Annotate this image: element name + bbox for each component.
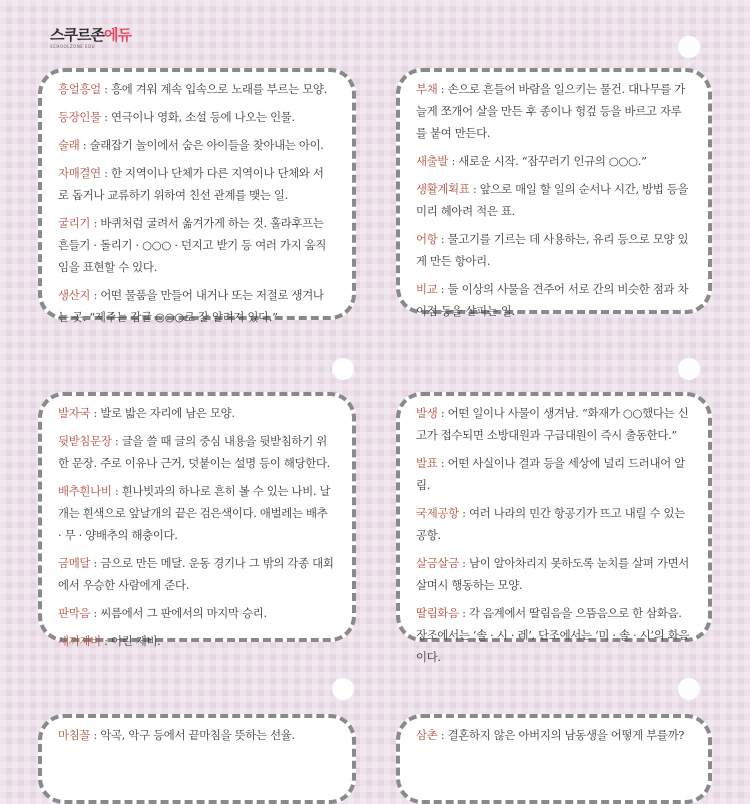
vocab-definition: 남이 알아차리지 못하도록 눈치를 살펴 가면서 살며시 행동하는 모양. — [416, 556, 689, 592]
vocab-definition: 글을 쓸 때 글의 중심 내용을 뒷받침하기 위한 문장. 주로 이유나 근거, 덧붙이는 설명 등이 해당한다. — [58, 434, 331, 470]
vocab-entry: 발자국 : 발로 밟은 자리에 남은 모양. — [58, 406, 235, 420]
vocab-term: 어항 — [416, 232, 438, 246]
vocab-entry: 술래 : 술래잡기 놀이에서 숨은 아이들을 찾아내는 아이. — [58, 138, 324, 152]
vocab-definition: 흰나빗과의 하나로 흔히 볼 수 있는 나비. 날개는 흰색으로 앞날개의 끝은 검은색이다. 애벌레는 배추 · 무 · 양배추의 해충이다. — [58, 484, 331, 542]
vocab-term: 발표 — [416, 456, 438, 470]
vocab-entry: 새끼제비 : 어린 제비. — [58, 634, 161, 648]
vocab-term: 부채 — [416, 82, 438, 96]
vocab-definition: 여러 나라의 민간 항공기가 뜨고 내릴 수 있는 공항. — [416, 506, 685, 542]
vocab-term: 새끼제비 — [58, 634, 101, 648]
vocab-entry: 삼촌 : 결혼하지 않은 아버지의 남동생을 어떻게 부를까? — [416, 728, 685, 742]
vocab-definition: 어떤 일이나 사물이 생겨남. “화재가 ○○했다는 신고가 접수되면 소방대원과 구급대원이 즉시 출동한다.” — [416, 406, 689, 442]
vocab-term: 삼촌 — [416, 728, 438, 742]
vocab-term: 새출발 — [416, 154, 449, 168]
vocab-entry: 배추흰나비 : 흰나빗과의 하나로 흔히 볼 수 있는 나비. 날개는 흰색으로 앞날개의 끝은 검은색이다. 애벌레는 배추 · 무 · 양배추의 해충이다. — [58, 484, 331, 542]
vocab-definition: 씨름에서 그 판에서의 마지막 승리. — [100, 606, 267, 620]
vocab-term: 생활계획표 — [416, 182, 470, 196]
vocab-card — [38, 392, 356, 648]
vocab-entry: 판막음 : 씨름에서 그 판에서의 마지막 승리. — [58, 606, 267, 620]
vocab-entry: 마침꼴 : 악곡, 악구 등에서 끝마침을 뜻하는 선율. — [58, 728, 295, 742]
vocab-definition: 어린 제비. — [111, 634, 161, 648]
vocab-term: 등장인물 — [58, 110, 101, 124]
vocab-definition: 연극이나 영화, 소설 등에 나오는 인물. — [111, 110, 295, 124]
vocab-term: 판막음 — [58, 606, 91, 620]
binder-hole — [678, 358, 700, 380]
vocab-definition: 어떤 사실이나 결과 등을 세상에 널리 드러내어 알림. — [416, 456, 685, 492]
vocab-entry: 새출발 : 새로운 시작. “잠꾸러기 인규의 ○○○.” — [416, 154, 647, 168]
brand-logo — [50, 24, 131, 49]
vocab-term: 뒷받침문장 — [58, 434, 112, 448]
vocab-definition: 결혼하지 않은 아버지의 남동생을 어떻게 부를까? — [447, 728, 685, 742]
vocab-term: 생산지 — [58, 288, 91, 302]
vocab-definition: 어떤 물품을 만들어 내거나 또는 저절로 생겨나는 곳. “제주는 감귤 ○○○로 잘 알려져 있다.” — [58, 288, 324, 324]
vocab-definition: 금으로 만든 메달. 운동 경기나 그 밖의 각종 대회에서 우승한 사람에게 준다. — [58, 556, 334, 592]
vocab-term: 살금살금 — [416, 556, 459, 570]
vocab-entry: 살금살금 : 남이 알아차리지 못하도록 눈치를 살펴 가면서 살며시 행동하는 모양. — [416, 556, 689, 592]
vocab-entry: 발표 : 어떤 사실이나 결과 등을 세상에 널리 드러내어 알림. — [416, 456, 685, 492]
binder-hole — [332, 678, 354, 700]
vocab-definition: 악곡, 악구 등에서 끝마침을 뜻하는 선율. — [100, 728, 295, 742]
logo-subtext: SCHOOLZONE EDU — [50, 44, 96, 49]
vocab-card — [396, 714, 712, 804]
vocab-entry: 뒷받침문장 : 글을 쓸 때 글의 중심 내용을 뒷받침하기 위한 문장. 주로 이유나 근거, 덧붙이는 설명 등이 해당한다. — [58, 434, 331, 470]
vocab-term: 비교 — [416, 282, 438, 296]
vocab-term: 흥얼흥얼 — [58, 82, 101, 96]
vocab-card — [396, 68, 712, 318]
vocab-entry: 생활계획표 : 앞으로 매일 할 일의 순서나 시간, 방법 등을 미리 헤아려 적은 표. — [416, 182, 689, 218]
vocab-card — [38, 68, 356, 324]
vocab-definition: 물고기를 기르는 데 사용하는, 유리 등으로 모양 있게 만든 항아리. — [416, 232, 689, 268]
vocab-term: 딸림화음 — [416, 606, 459, 620]
vocab-term: 굴리기 — [58, 216, 91, 230]
vocab-definition: 흥에 겨워 계속 입속으로 노래를 부르는 모양. — [111, 82, 327, 96]
vocab-term: 국제공항 — [416, 506, 459, 520]
vocab-entry: 등장인물 : 연극이나 영화, 소설 등에 나오는 인물. — [58, 110, 295, 124]
logo-text-accent: 에듀 — [103, 26, 131, 44]
vocab-entry: 딸림화음 : 각 음계에서 딸림음을 으뜸음으로 한 삼화음. 장조에서는 ‘솔 · 시 · 레’, 단조에서는 ‘미 · 솔 · 시’의 화음이다. — [416, 606, 690, 664]
vocab-entry: 비교 : 둘 이상의 사물을 견주어 서로 간의 비슷한 점과 차이점 등을 살피는 일. — [416, 282, 689, 318]
vocab-term: 발생 — [416, 406, 438, 420]
vocab-entry: 부채 : 손으로 흔들어 바람을 일으키는 물건. 대나무를 가늘게 쪼개어 살을 만든 후 종이나 헝겊 등을 바르고 자루를 붙여 만든다. — [416, 82, 685, 140]
vocab-term: 술래 — [58, 138, 80, 152]
vocab-term: 자매결연 — [58, 166, 101, 180]
vocab-definition: 손으로 흔들어 바람을 일으키는 물건. 대나무를 가늘게 쪼개어 살을 만든 후 종이나 헝겊 등을 바르고 자루를 붙여 만든다. — [416, 82, 685, 140]
vocab-card — [38, 714, 356, 804]
binder-hole — [678, 36, 700, 58]
vocab-entry: 금메달 : 금으로 만든 메달. 운동 경기나 그 밖의 각종 대회에서 우승한 사람에게 준다. — [58, 556, 334, 592]
vocab-entry: 굴리기 : 바퀴처럼 굴려서 옮겨가게 하는 것. 훌라후프는 흔들기 · 돌리기 · ○○○ · 던지고 받기 등 여러 가지 움직임을 표현할 수 있다. — [58, 216, 327, 274]
vocab-entry: 생산지 : 어떤 물품을 만들어 내거나 또는 저절로 생겨나는 곳. “제주는 감귤 ○○○로 잘 알려져 있다.” — [58, 288, 324, 324]
vocab-term: 배추흰나비 — [58, 484, 112, 498]
vocab-entry: 흥얼흥얼 : 흥에 겨워 계속 입속으로 노래를 부르는 모양. — [58, 82, 327, 96]
vocab-definition: 각 음계에서 딸림음을 으뜸음으로 한 삼화음. 장조에서는 ‘솔 · 시 · 레’, 단조에서는 ‘미 · 솔 · 시’의 화음이다. — [416, 606, 690, 664]
binder-hole — [332, 358, 354, 380]
vocab-definition: 새로운 시작. “잠꾸러기 인규의 ○○○.” — [458, 154, 647, 168]
vocab-term: 마침꼴 — [58, 728, 91, 742]
binder-hole — [678, 678, 700, 700]
vocab-definition: 술래잡기 놀이에서 숨은 아이들을 찾아내는 아이. — [89, 138, 324, 152]
vocab-definition: 발로 밟은 자리에 남은 모양. — [100, 406, 235, 420]
vocab-card — [396, 392, 712, 664]
logo-text-main: 스쿠르존 — [50, 26, 104, 44]
vocab-entry: 발생 : 어떤 일이나 사물이 생겨남. “화재가 ○○했다는 신고가 접수되면 소방대원과 구급대원이 즉시 출동한다.” — [416, 406, 689, 442]
vocab-term: 발자국 — [58, 406, 91, 420]
vocab-definition: 앞으로 매일 할 일의 순서나 시간, 방법 등을 미리 헤아려 적은 표. — [416, 182, 689, 218]
vocab-definition: 둘 이상의 사물을 견주어 서로 간의 비슷한 점과 차이점 등을 살피는 일. — [416, 282, 689, 318]
vocab-entry: 자매결연 : 한 지역이나 단체가 다른 지역이나 단체와 서로 돕거나 교류하기 위하여 친선 관계를 맺는 일. — [58, 166, 324, 202]
vocab-term: 금메달 — [58, 556, 91, 570]
vocab-entry: 국제공항 : 여러 나라의 민간 항공기가 뜨고 내릴 수 있는 공항. — [416, 506, 685, 542]
vocab-definition: 바퀴처럼 굴려서 옮겨가게 하는 것. 훌라후프는 흔들기 · 돌리기 · ○○○ · 던지고 받기 등 여러 가지 움직임을 표현할 수 있다. — [58, 216, 327, 274]
vocab-definition: 한 지역이나 단체가 다른 지역이나 단체와 서로 돕거나 교류하기 위하여 친선 관계를 맺는 일. — [58, 166, 324, 202]
vocab-entry: 어항 : 물고기를 기르는 데 사용하는, 유리 등으로 모양 있게 만든 항아리. — [416, 232, 689, 268]
